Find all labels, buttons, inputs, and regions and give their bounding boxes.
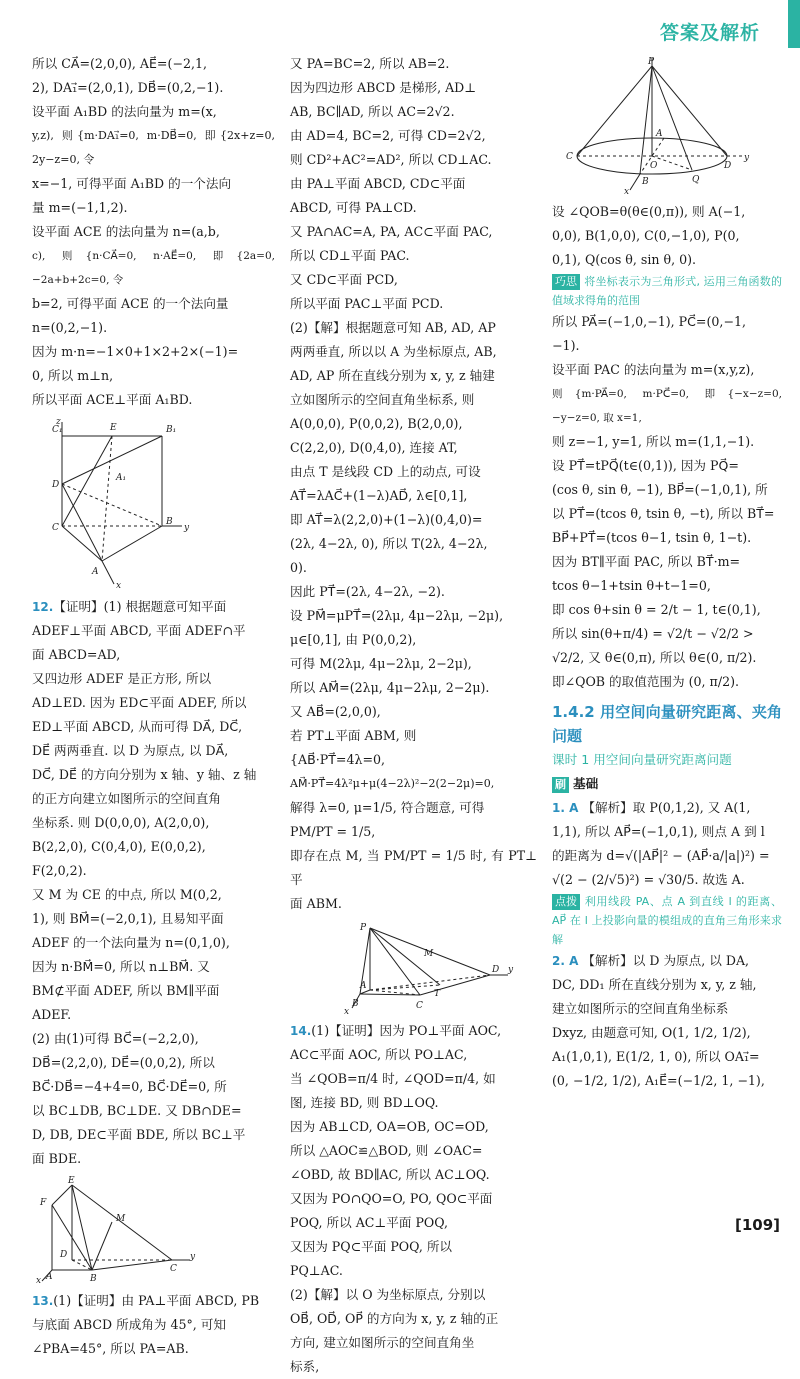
text-line: BM⊄平面 ADEF, 所以 BM∥平面	[32, 983, 220, 998]
text-line: 方向, 建立如图所示的空间直角坐	[290, 1335, 475, 1350]
text-line: 即 AT⃗=λ(2,2,0)+(1−λ)(0,4,0)=	[290, 512, 483, 527]
text-line: 因为 BT∥平面 PAC, 所以 BT⃗·m=	[552, 554, 741, 569]
text-line: 1), 则 BM⃗=(−2,0,1), 且易知平面	[32, 911, 224, 926]
text-line: √2/2, 又 θ∈(0,π), 所以 θ∈(0, π/2).	[552, 650, 757, 665]
text-line: 即存在点 M, 当 PM/PT = 1/5 时, 有 PT⊥平	[290, 848, 537, 887]
text-line: 又 PA∩AC=A, PA, AC⊂平面 PAC,	[290, 224, 493, 239]
text-line: 又因为 PQ⊂平面 POQ, 所以	[290, 1239, 453, 1254]
svg-text:C: C	[566, 152, 573, 162]
svg-text:F: F	[40, 1198, 47, 1208]
figure-prism	[32, 416, 212, 591]
text-line: y,z), 则{m·DA₁⃗=0, m·DB⃗=0, 即{2x+z=0, 2y−z=0, 令	[32, 129, 275, 166]
text-line: OB⃗, OD⃗, OP⃗ 的方向为 x, y, z 轴的正	[290, 1311, 499, 1326]
text-line: 设 ∠QOB=θ(θ∈(0,π)), 则 A(−1,	[552, 204, 746, 219]
text-line: (1)【证明】因为 PO⊥平面 AOC,	[311, 1023, 502, 1038]
text-line: B(2,2,0), C(0,4,0), E(0,0,2),	[32, 839, 206, 854]
question-number: 1. A	[552, 801, 579, 815]
text-line: 【解析】以 D 为原点, 以 DA,	[582, 953, 750, 968]
svg-text:O: O	[650, 161, 658, 171]
basic-tag: 刷	[552, 777, 569, 793]
text-line: b=2, 可得平面 ACE 的一个法向量	[32, 296, 229, 311]
text-line: 又因为 PO∩QO=O, PO, QO⊂平面	[290, 1191, 493, 1206]
text-line: 所以 AM⃗=(2λμ, 4μ−2λμ, 2−2μ).	[290, 680, 490, 695]
text-line: −1).	[552, 338, 580, 353]
question-number: 13.	[32, 1294, 54, 1308]
text-line: ADEF 的一个法向量为 n=(0,1,0),	[32, 935, 230, 950]
text-line: 所以 CD⊥平面 PAC.	[290, 248, 410, 263]
text-line: PM/PT = 1/5,	[290, 824, 376, 839]
text-line: 因为 AB⊥CD, OA=OB, OC=OD,	[290, 1119, 489, 1134]
text-line: tcos θ−1+tsin θ+t−1=0,	[552, 578, 711, 593]
svg-text:x: x	[624, 187, 630, 196]
text-line: 设 PM⃗=μPT⃗=(2λμ, 4μ−2λμ, −2μ),	[290, 608, 504, 623]
text-line: 【证明】(1) 根据题意可知平面	[53, 599, 227, 614]
text-line: 所以 △AOC≌△BOD, 则 ∠OAC=	[290, 1143, 483, 1158]
svg-text:E: E	[68, 1176, 75, 1186]
svg-text:B₁: B₁	[166, 425, 177, 435]
text-line: 则 z=−1, y=1, 所以 m=(1,1,−1).	[552, 434, 755, 449]
svg-text:x: x	[36, 1276, 42, 1285]
text-line: AT⃗=λAC⃗+(1−λ)AD⃗, λ∈[0,1],	[290, 488, 468, 503]
svg-text:E: E	[110, 423, 117, 433]
svg-text:P: P	[648, 57, 655, 67]
basic-label: 基础	[573, 776, 599, 791]
basic-heading	[552, 772, 782, 796]
text-line: 所以 sin(θ+π/4) = √2/t − √2/2 >	[552, 626, 754, 641]
svg-text:y: y	[184, 523, 190, 533]
text-line: 若 PT⊥平面 ABM, 则	[290, 728, 417, 743]
text-line: 则{m·PA⃗=0, m·PC⃗=0, 即{−x−z=0, −y−z=0, 取 x=1,	[552, 388, 782, 424]
figure-square-prism	[32, 1175, 202, 1285]
svg-text:D: D	[60, 1250, 68, 1260]
text-line: ABCD, 可得 PA⊥CD.	[290, 200, 417, 215]
hint-tag: 点拨	[552, 894, 580, 910]
svg-text:A: A	[360, 981, 367, 991]
text-line: 所以平面 ACE⊥平面 A₁BD.	[32, 392, 193, 407]
text-line: 的正方向建立如图所示的空间直角	[32, 791, 221, 806]
text-line: 坐标系. 则 D(0,0,0), A(2,0,0),	[32, 815, 210, 830]
svg-text:D: D	[52, 480, 60, 490]
svg-text:B: B	[642, 177, 649, 187]
page-number-value: 109	[741, 1216, 774, 1234]
svg-text:T: T	[434, 989, 441, 999]
text-line: 又四边形 ADEF 是正方形, 所以	[32, 671, 212, 686]
hint-note	[552, 892, 782, 949]
text-line: 的距离为 d=√(|AP⃗|² − (AP⃗·a/|a|)²) =	[552, 848, 770, 863]
svg-text:z: z	[56, 417, 61, 427]
text-line: 面 ABM.	[290, 896, 342, 911]
text-line: (cos θ, sin θ, −1), BP⃗=(−1,0,1), 所	[552, 482, 768, 497]
text-line: 建立如图所示的空间直角坐标系	[552, 1001, 729, 1016]
text-line: 图, 连接 BD, 则 BD⊥OQ.	[290, 1095, 439, 1110]
text-line: ADEF⊥平面 ABCD, 平面 ADEF∩平	[32, 623, 246, 638]
question-2	[552, 949, 782, 973]
text-line: x=−1, 可得平面 A₁BD 的一个法向	[32, 176, 232, 191]
text-line: DC, DD₁ 所在直线分别为 x, y, z 轴,	[552, 977, 757, 992]
text-line: 0,0), B(1,0,0), C(0,−1,0), P(0,	[552, 228, 740, 243]
question-number: 2. A	[552, 954, 579, 968]
text-line: BC⃗·DB⃗=−4+4=0, BC⃗·DE⃗=0, 所	[32, 1079, 227, 1094]
svg-text:A: A	[656, 129, 663, 139]
text-line: 2), DA₁⃗=(2,0,1), DB⃗=(0,2,−1).	[32, 80, 224, 95]
svg-text:Q: Q	[692, 175, 700, 185]
svg-text:A: A	[92, 567, 99, 577]
text-line: 标系,	[290, 1359, 320, 1374]
text-line: 设平面 A₁BD 的法向量为 m=(x,	[32, 104, 217, 119]
text-line: {AB⃗·PT⃗=4λ=0,	[290, 752, 386, 767]
lesson-title: 课时 1 用空间向量研究距离问题	[552, 752, 732, 767]
text-line: 则 CD²+AC²=AD², 所以 CD⊥AC.	[290, 152, 492, 167]
text-line: 即 cos θ+sin θ = 2/t − 1, t∈(0,1),	[552, 602, 761, 617]
page-number: [109]	[734, 1216, 780, 1234]
text-line: 面 BDE.	[32, 1151, 82, 1166]
text-line: 又 AB⃗=(2,0,0),	[290, 704, 381, 719]
section-title: 1.4.2 用空间向量研究距离、夹角问题	[552, 703, 782, 745]
tip-text: 将坐标表示为三角形式, 运用三角函数的值域求得角的范围	[552, 275, 782, 307]
text-line: 由点 T 是线段 CD 上的动点, 可设	[290, 464, 481, 479]
question-number: 12.	[32, 600, 54, 614]
page-header	[0, 0, 800, 48]
text-line: D, DB, DE⊂平面 BDE, 所以 BC⊥平	[32, 1127, 246, 1142]
text-line: 可得 M(2λμ, 4μ−2λμ, 2−2μ),	[290, 656, 472, 671]
text-line: 与底面 ABCD 所成角为 45°, 可知	[32, 1317, 226, 1332]
text-line: 0).	[290, 560, 307, 575]
text-line: 因为 m·n=−1×0+1×2+2×(−1)=	[32, 344, 239, 359]
text-line: A(0,0,0), P(0,0,2), B(2,0,0),	[290, 416, 463, 431]
text-line: 立如图所示的空间直角坐标系, 则	[290, 392, 475, 407]
tip-note	[552, 272, 782, 310]
text-line: C(2,2,0), D(0,4,0), 连接 AT,	[290, 440, 458, 455]
tip-tag: 巧思	[552, 274, 580, 290]
text-line: 以 PT⃗=(tcos θ, tsin θ, −t), 所以 BT⃗=	[552, 506, 775, 521]
text-line: BP⃗+PT⃗=(tcos θ−1, tsin θ, 1−t).	[552, 530, 752, 545]
text-line: c), 则{n·CA⃗=0, n·AE⃗=0, 即{2a=0, −2a+b+2c=0, 令	[32, 250, 275, 286]
text-line: 1,1), 所以 AP⃗=(−1,0,1), 则点 A 到 l	[552, 824, 765, 839]
text-line: 0, 所以 m⊥n,	[32, 368, 114, 383]
text-line: 面 ABCD=AD,	[32, 647, 121, 662]
column-1	[32, 52, 275, 1361]
text-line: 设 PT⃗=tPQ⃗(t∈(0,1)), 因为 PQ⃗=	[552, 458, 739, 473]
text-line: DC⃗, DE⃗ 的方向分别为 x 轴、y 轴、z 轴	[32, 767, 257, 782]
question-12	[32, 595, 275, 619]
figure-cone	[552, 56, 752, 196]
svg-text:M: M	[424, 949, 434, 959]
text-line: 解得 λ=0, μ=1/5, 符合题意, 可得	[290, 800, 485, 815]
header-accent-bar	[788, 0, 800, 48]
svg-text:M: M	[116, 1214, 126, 1224]
svg-text:C: C	[416, 1001, 423, 1011]
text-line: AM⃗·PT⃗=4λ²μ+μ(4−2λ)²−2(2−2μ)=0,	[290, 777, 495, 790]
text-line: 由 PA⊥平面 ABCD, CD⊂平面	[290, 176, 466, 191]
text-line: (2)【解】根据题意可知 AB, AD, AP	[290, 320, 496, 335]
text-line: AD, AP 所在直线分别为 x, y, z 轴建	[290, 368, 495, 383]
text-line: 0,1), Q(cos θ, sin θ, 0).	[552, 252, 696, 267]
text-line: PQ⊥AC.	[290, 1263, 343, 1278]
svg-text:A: A	[46, 1272, 53, 1282]
text-line: ∠OBD, 故 BD∥AC, 所以 AC⊥OQ.	[290, 1167, 490, 1182]
text-line: POQ, 所以 AC⊥平面 POQ,	[290, 1215, 448, 1230]
text-line: √(2 − (2/√5)²) = √30/5. 故选 A.	[552, 872, 745, 887]
svg-text:y: y	[190, 1252, 196, 1262]
text-line: (2) 由(1)可得 BC⃗=(−2,2,0),	[32, 1031, 199, 1046]
svg-text:B: B	[166, 517, 173, 527]
column-3	[552, 52, 782, 1093]
text-line: n=(0,2,−1).	[32, 320, 108, 335]
svg-text:C: C	[52, 523, 59, 533]
text-line: (0, −1/2, 1/2), A₁E⃗=(−1/2, 1, −1),	[552, 1073, 765, 1088]
text-line: (1)【证明】由 PA⊥平面 ABCD, PB	[53, 1293, 260, 1308]
svg-text:y: y	[508, 965, 514, 975]
text-line: 两两垂直, 所以以 A 为坐标原点, AB,	[290, 344, 497, 359]
header-title: 答案及解析	[659, 22, 760, 44]
svg-text:B: B	[352, 999, 359, 1009]
text-line: AD⊥ED. 因为 ED⊂平面 ADEF, 所以	[32, 695, 247, 710]
text-line: 因此 PT⃗=(2λ, 4−2λ, −2).	[290, 584, 445, 599]
text-line: 【解析】取 P(0,1,2), 又 A(1,	[582, 800, 751, 815]
text-line: DE⃗ 两两垂直. 以 D 为原点, 以 DA⃗,	[32, 743, 229, 758]
figure-pyramid	[330, 920, 530, 1015]
text-line: ADEF.	[32, 1007, 72, 1022]
text-line: 由 AD=4, BC=2, 可得 CD=2√2,	[290, 128, 486, 143]
text-line: DB⃗=(2,2,0), DE⃗=(0,0,2), 所以	[32, 1055, 215, 1070]
text-line: 又 PA=BC=2, 所以 AB=2.	[290, 56, 450, 71]
question-13	[32, 1289, 275, 1313]
text-line: A₁(1,0,1), E(1/2, 1, 0), 所以 OA₁⃗=	[552, 1049, 760, 1064]
text-line: (2λ, 4−2λ, 0), 所以 T(2λ, 4−2λ,	[290, 536, 488, 551]
text-line: 设平面 PAC 的法向量为 m=(x,y,z),	[552, 362, 755, 377]
column-2	[290, 52, 537, 1379]
text-line: 设平面 ACE 的法向量为 n=(a,b,	[32, 224, 220, 239]
text-line: AB, BC∥AD, 所以 AC=2√2.	[290, 104, 455, 119]
text-line: ∠PBA=45°, 所以 PA=AB.	[32, 1341, 189, 1356]
question-number: 14.	[290, 1024, 312, 1038]
svg-text:D: D	[724, 161, 732, 171]
hint-text: 利用线段 PA、点 A 到直线 l 的距离、AP⃗ 在 l 上投影向量的模组成的直角三角形来求解	[552, 895, 782, 946]
text-line: 所以平面 PAC⊥平面 PCD.	[290, 296, 444, 311]
text-line: 以 BC⊥DB, BC⊥DE. 又 DB∩DE=	[32, 1103, 242, 1118]
text-line: μ∈[0,1], 由 P(0,0,2),	[290, 632, 417, 647]
text-line: Dxyz, 由题意可知, O(1, 1/2, 1/2),	[552, 1025, 751, 1040]
text-line: AC⊂平面 AOC, 所以 PO⊥AC,	[290, 1047, 468, 1062]
text-line: F(2,0,2).	[32, 863, 87, 878]
svg-text:x: x	[344, 1007, 350, 1015]
text-line: 因为 n·BM⃗=0, 所以 n⊥BM⃗. 又	[32, 959, 210, 974]
text-line: 即∠QOB 的取值范围为 (0, π/2).	[552, 674, 739, 689]
text-line: (2)【解】以 O 为坐标原点, 分别以	[290, 1287, 486, 1302]
svg-text:C₁: C₁	[52, 425, 63, 435]
text-line: 又 M 为 CE 的中点, 所以 M(0,2,	[32, 887, 222, 902]
question-1	[552, 796, 782, 820]
svg-text:A₁: A₁	[116, 473, 127, 483]
text-line: 当 ∠QOB=π/4 时, ∠QOD=π/4, 如	[290, 1071, 496, 1086]
text-line: 所以 CA⃗=(2,0,0), AE⃗=(−2,1,	[32, 56, 207, 71]
text-line: 因为四边形 ABCD 是梯形, AD⊥	[290, 80, 477, 95]
svg-text:y: y	[744, 153, 750, 163]
text-line: ED⊥平面 ABCD, 从而可得 DA⃗, DC⃗,	[32, 719, 243, 734]
text-line: 所以 PA⃗=(−1,0,−1), PC⃗=(0,−1,	[552, 314, 746, 329]
svg-text:P: P	[360, 923, 367, 933]
svg-text:D: D	[492, 965, 500, 975]
svg-text:x: x	[116, 581, 122, 591]
text-line: 量 m=(−1,1,2).	[32, 200, 128, 215]
question-14	[290, 1019, 537, 1043]
svg-text:C: C	[170, 1264, 177, 1274]
text-line: 又 CD⊂平面 PCD,	[290, 272, 398, 287]
svg-text:B: B	[90, 1274, 97, 1284]
